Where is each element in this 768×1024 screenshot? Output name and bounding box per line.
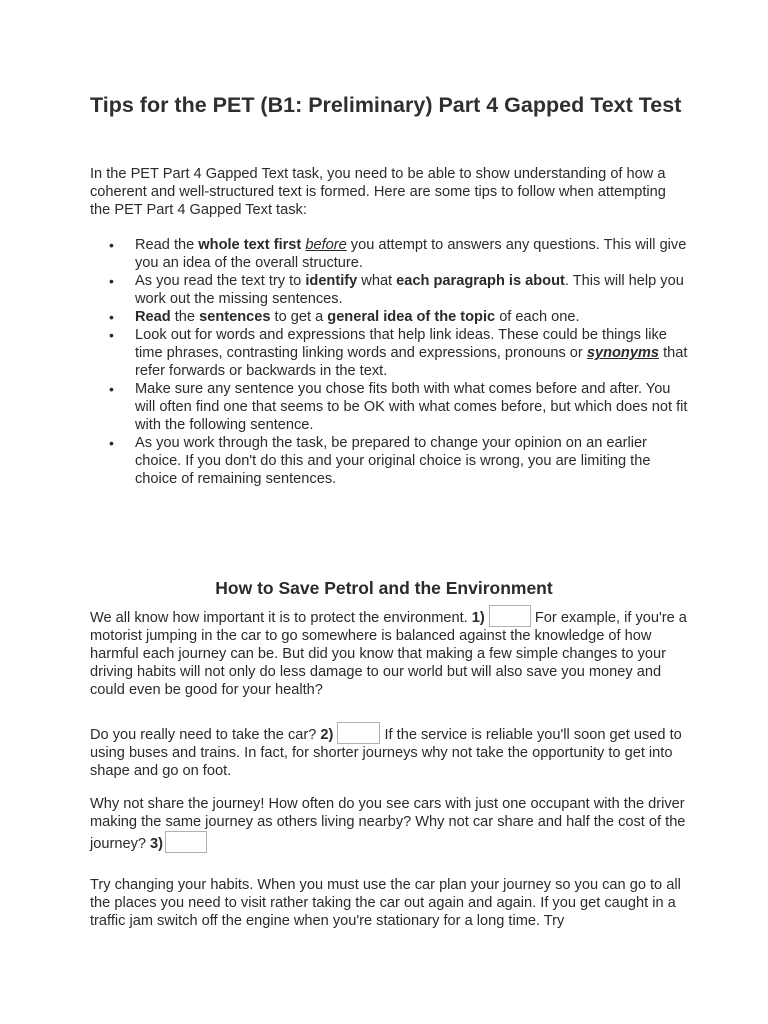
tip-emphasis: sentences <box>199 309 271 325</box>
tip-emphasis: whole text first <box>198 237 302 253</box>
tip-text: to get a <box>270 309 328 325</box>
list-item <box>90 236 690 272</box>
list-item <box>90 308 690 326</box>
paragraph-text: Do you really need to take the car? <box>90 727 321 743</box>
paragraph-text: For example, if you're a motorist jumping in the car to go somewhere is balanced against the knowledge of how harmful each journey can be. But did you know that making a few simple changes to your driving habits will not only do less damage to our world but will also save you money and could even be good for your health? <box>90 610 687 698</box>
paragraph-text: We all know how important it is to protect the environment. <box>90 610 472 626</box>
article-paragraph-2 <box>90 722 690 780</box>
tip-text: you attempt to answers any questions. This will give you an idea of the overall structure. <box>135 237 687 271</box>
tip-text: As you work through the task, be prepared to change your opinion on an earlier choice. If you don't do this and your original choice is wrong, you are limiting the choice of remaining sentences. <box>135 435 651 487</box>
tip-text: what <box>357 273 397 289</box>
tip-text: Make sure any sentence you chose fits both with what comes before and after. You will often find one that seems to be OK with what comes before, but which does not fit with the following sentence. <box>135 381 688 433</box>
list-item <box>90 380 690 434</box>
tip-text: Look out for words and expressions that help link ideas. These could be things like time phrases, contrasting linking words and expressions, pronouns or <box>135 327 667 361</box>
tip-emphasis-italic: before <box>305 237 347 253</box>
gap-input-1[interactable] <box>489 605 531 627</box>
tip-emphasis-italic: synonyms <box>586 345 660 361</box>
tip-emphasis: Read <box>135 309 171 325</box>
list-item <box>90 272 690 308</box>
tip-text: . This will help you work out the missing sentences. <box>135 273 684 307</box>
paragraph-text: If the service is reliable you'll soon get used to using buses and trains. In fact, for shorter journeys why not take the opportunity to get into shape and go on foot. <box>90 727 682 779</box>
list-item <box>90 434 690 488</box>
tip-text: of each one. <box>495 309 580 325</box>
paragraph-text: Why not share the journey! How often do you see cars with just one occupant with the driver making the same journey as others living nearby? Why not car share and half the cost of the journey? <box>90 796 686 852</box>
list-item <box>90 326 690 380</box>
gap-input-2[interactable] <box>337 722 380 744</box>
gap-number: 3) <box>150 836 164 852</box>
tip-text: Read the <box>135 237 199 253</box>
gap-number: 2) <box>320 727 334 743</box>
tip-text: As you read the text try to <box>135 273 306 289</box>
tips-list <box>90 236 690 488</box>
article-heading: How to Save Petrol and the Environment <box>215 578 553 598</box>
tip-emphasis: identify <box>305 273 358 289</box>
page-title: Tips for the PET (B1: Preliminary) Part 4 Gapped Text Test <box>90 93 682 117</box>
tip-emphasis: general idea of the topic <box>327 309 496 325</box>
gap-input-3[interactable] <box>165 831 207 853</box>
article-paragraph-1 <box>90 605 690 699</box>
tip-emphasis: each paragraph is about <box>396 273 565 289</box>
tip-text: that refer forwards or backwards in the text. <box>135 345 688 379</box>
article-paragraph-4: Try changing your habits. When you must use the car plan your journey so you can go to all the places you need to visit rather taking the car out again and again. If you get caught in a traffic jam switch off the engine when you're stationary for a long time. Try <box>90 877 681 929</box>
gap-number: 1) <box>471 610 485 626</box>
intro-paragraph: In the PET Part 4 Gapped Text task, you need to be able to show understanding of how a coherent and well-structured text is formed. Here are some tips to follow when attempting the PET Part 4 Gapped Text task: <box>90 166 666 218</box>
article-paragraph-3 <box>90 795 690 853</box>
tip-text: the <box>170 309 200 325</box>
